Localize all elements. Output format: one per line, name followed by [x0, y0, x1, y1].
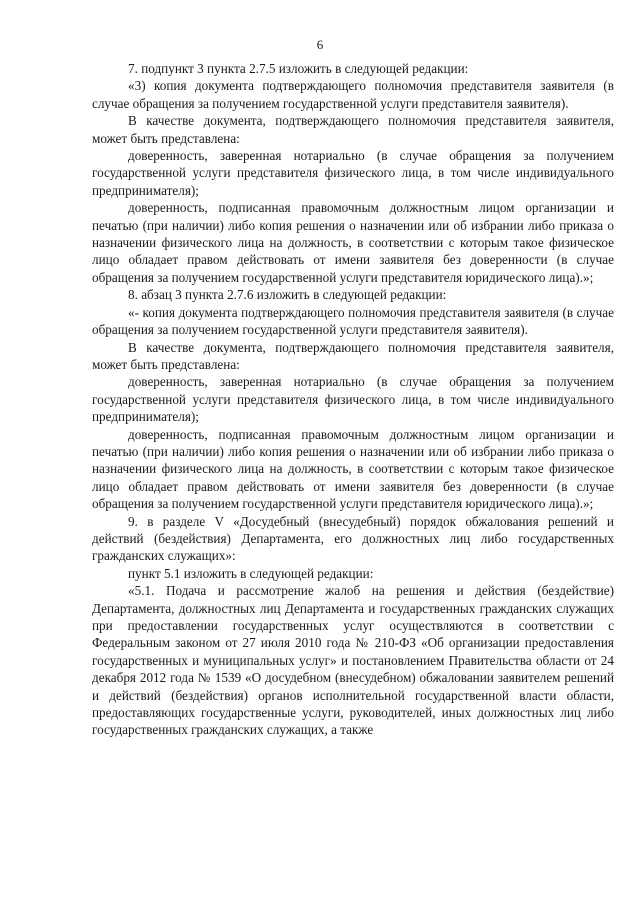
paragraph-5-1-text: «5.1. Подача и рассмотрение жалоб на решения и действия (бездействие) Департамента, должностных лиц Департамента и государственных гражданских служащих при предоставлении государственных услуг осуществляются в соответствии с Федеральным законом от 27 июля 2010 года № 210-ФЗ «Об организации предоставления государственных и муниципальных услуг» и постановлением Правительства области от 24 декабря 2012 года № 1539 «О досудебном (внесудебном) обжаловании заявителем решений и действий (бездействия) органов исполнительной государственной власти области, предоставляющих государственные услуги, руководителей, иных должностных лиц либо государственных гражданских служащих, а также — [92, 583, 614, 738]
paragraph-item-7: 7. подпункт 3 пункта 2.7.5 изложить в следующей редакции: — [128, 61, 469, 76]
paragraph-document-intro-2: В качестве документа, подтверждающего полномочия представителя заявителя, может быть представлена: — [92, 339, 614, 372]
paragraph-notarized-power: доверенность, заверенная нотариально (в случае обращения за получением государственной услуги представителя физического лица, в том числе индивидуального предпринимателя); — [92, 148, 614, 198]
paragraph-signed-power: доверенность, подписанная правомочным должностным лицом организации и печатью (при наличии) либо копия решения о назначении или об избрании либо приказа о назначении физического лица на должность, в соответствии с которым такое физическое лицо обладает правом действовать от имени заявителя без доверенности (в случае обращения за получением государственной услуги представителя юридического лица).»; — [92, 200, 614, 285]
page-number: 6 — [316, 37, 324, 52]
paragraph-item-8: 8. абзац 3 пункта 2.7.6 изложить в следующей редакции: — [128, 287, 447, 303]
paragraph-subitem-3: «3) копия документа подтверждающего полномочия представителя заявителя (в случае обращения за получением государственной услуги представителя заявителя). — [92, 78, 614, 111]
paragraph-signed-power-2: доверенность, подписанная правомочным должностным лицом организации и печатью (при наличии) либо копия решения о назначении или об избрании либо приказа о назначении физического лица на должность, в соответствии с которым такое физическое лицо обладает правом действовать от имени заявителя без доверенности (в случае обращения за получением государственной услуги представителя юридического лица).»; — [92, 426, 614, 512]
document-body — [92, 60, 614, 739]
paragraph-item-9: 9. в разделе V «Досудебный (внесудебный) порядок обжалования решений и действий (бездействия) Департамента, его должностных лиц либо государственных гражданских служащих»: — [92, 513, 614, 564]
paragraph-point-5-1: пункт 5.1 изложить в следующей редакции: — [128, 565, 374, 581]
paragraph-notarized-power-2: доверенность, заверенная нотариально (в случае обращения за получением государственной услуги представителя физического лица, в том числе индивидуального предпринимателя); — [92, 374, 614, 425]
paragraph-document-intro: В качестве документа, подтверждающего полномочия представителя заявителя, может быть представлена: — [92, 113, 614, 146]
paragraph-abzac-3: «- копия документа подтверждающего полномочия представителя заявителя (в случае обращения за получением государственной услуги представителя заявителя). — [92, 304, 614, 338]
